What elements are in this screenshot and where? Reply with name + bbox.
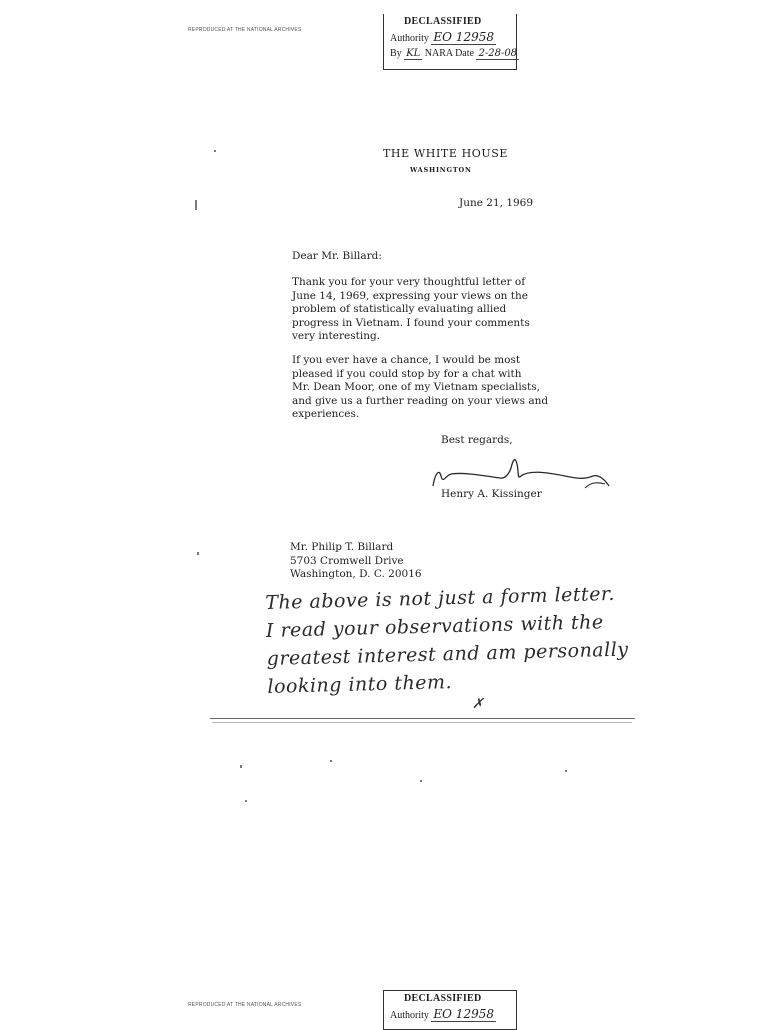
handwritten-line: The above is not just a form letter. [265,582,616,614]
scan-speck [245,800,247,802]
paragraph-1-line: June 14, 1969, expressing your views on the [292,289,528,302]
signature-stroke [433,460,609,486]
stamp-authority-row [390,30,510,45]
paragraph-2-line: Mr. Dean Moor, one of my Vietnam specialists, [292,381,541,393]
signatory-name: Henry A. Kissinger [441,488,542,500]
scan-speck [214,150,216,152]
handwritten-line: looking into them. [267,671,453,698]
address-line: Washington, D. C. 20016 [290,568,422,580]
archive-note-bottom: REPRODUCED AT THE NATIONAL ARCHIVES [188,1002,302,1008]
signature-flourish [585,483,605,488]
stamp-nara-date-value: 2-28-08 [478,48,518,59]
scan-speck [195,200,197,210]
handwritten-note [265,583,630,698]
paragraph-1-line: very interesting. [292,330,381,342]
stamp-by-value: KL [406,48,421,59]
paragraph-2-line: pleased if you could stop by for a chat with [292,367,522,380]
stamp-bottom-authority-value: EO 12958 [433,1007,494,1021]
stamp-title-text: DECLASSIFIED [404,16,482,27]
stamp-nara-date-label: NARA Date [424,48,474,59]
closing: Best regards, [441,434,513,446]
paragraph-1-line: progress in Vietnam. I found your comments [292,316,530,329]
stamp-authority-value: EO 12958 [433,30,494,44]
stamp-bottom-authority-label: Authority [390,1010,429,1021]
paragraph-1 [292,276,530,344]
scan-speck [565,770,567,772]
stamp-by-label: By [390,48,402,59]
stamp-bottom-authority-row [390,1007,510,1022]
declassified-stamp [383,14,517,70]
salutation: Dear Mr. Billard: [292,250,382,262]
address-block [290,541,422,582]
stamp-bottom-title [404,993,510,1004]
stamp-by-row [390,48,518,60]
page-edge-shadow [212,722,632,723]
paragraph-2-line: If you ever have a chance, I would be most [292,354,521,366]
paragraph-1-line: Thank you for your very thoughtful letter of [292,276,526,288]
declassified-stamp-bottom [383,990,517,1030]
stamp-authority-label: Authority [390,33,429,44]
stamp-left-border [383,14,384,70]
scan-speck [240,765,242,768]
scan-speck [197,552,199,555]
address-line: Mr. Philip T. Billard [290,541,394,553]
address-line: 5703 Cromwell Drive [290,554,404,567]
archive-note: REPRODUCED AT THE NATIONAL ARCHIVES [188,27,302,33]
handwritten-line: greatest interest and am personally [266,638,629,670]
stamp-bottom-title-text: DECLASSIFIED [404,993,482,1004]
page-edge-line [210,718,635,719]
handwritten-line: I read your observations with the [265,611,604,642]
paragraph-1-line: problem of statistically evaluating allied [292,303,507,315]
paragraph-2 [292,354,548,422]
scan-speck [330,760,332,762]
paragraph-2-line: experiences. [292,408,360,420]
letterhead-title: THE WHITE HOUSE [383,147,509,160]
scan-speck [420,780,422,782]
letterhead-subtitle: WASHINGTON [410,166,472,174]
paragraph-2-line: and give us a further reading on your views and [292,394,549,407]
letter-date: June 21, 1969 [459,197,534,209]
initials-mark: ✗ [472,696,484,712]
stamp-title [404,16,510,27]
